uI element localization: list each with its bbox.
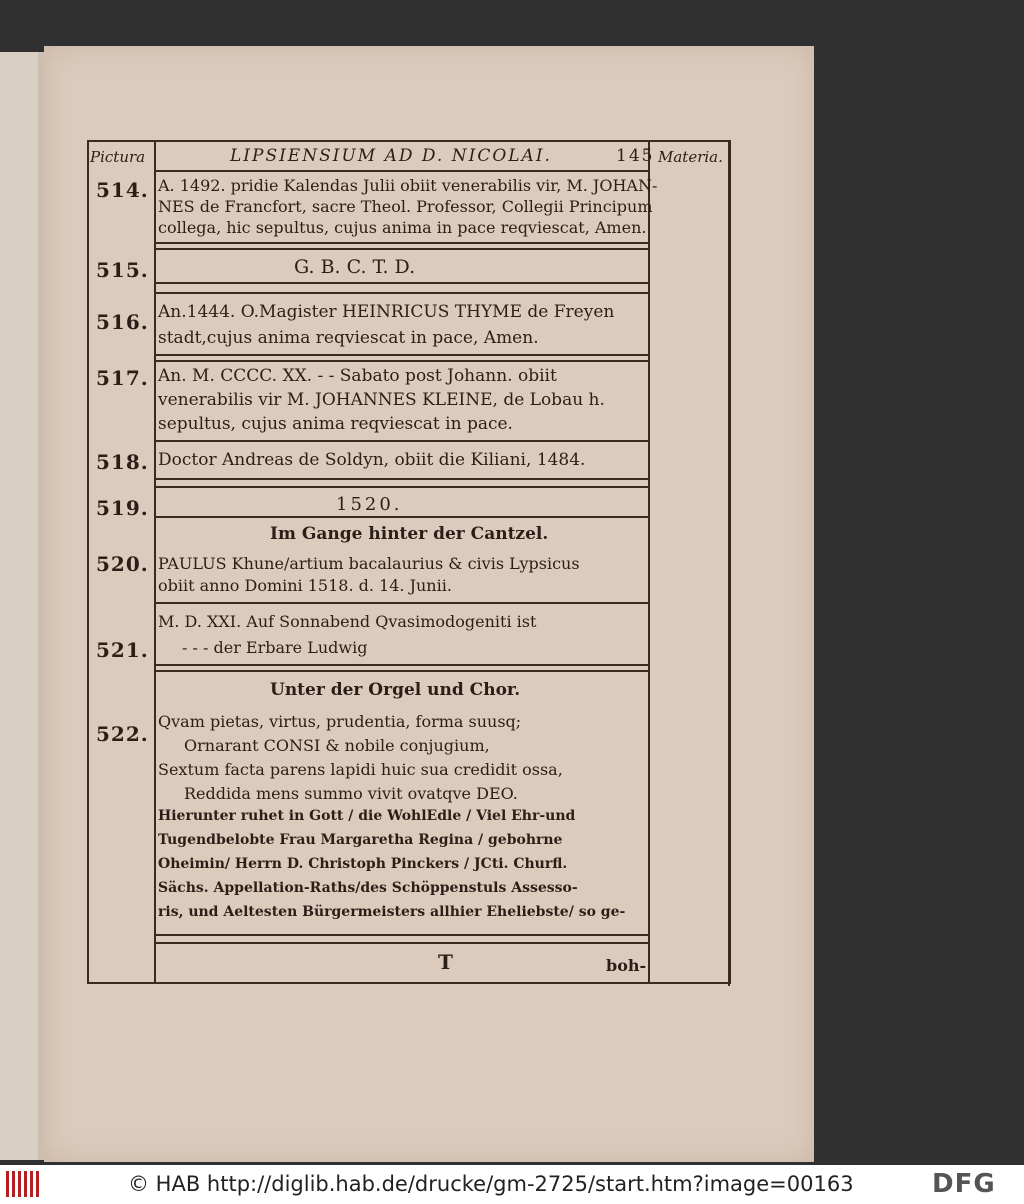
- right-column-rule: [648, 142, 650, 982]
- entry-line: sepultus, cujus anima reqviescat in pace.: [158, 414, 513, 434]
- hab-logo-icon: [6, 1171, 46, 1197]
- entry-line: Tugendbelobte Frau Margaretha Regina / gebohrne: [158, 832, 563, 848]
- entry-line: ris, und Aeltesten Bürgermeisters allhier Eheliebste/ so ge-: [158, 904, 626, 920]
- entry-rule: [156, 516, 648, 518]
- entry-line: Oheimin/ Herrn D. Christoph Pinckers / JCti. Churfl.: [158, 856, 568, 872]
- entry-rule: [156, 248, 648, 250]
- entry-rule: [156, 282, 648, 284]
- entry-line: obiit anno Domini 1518. d. 14. Junii.: [158, 576, 452, 595]
- entry-rule: [156, 942, 648, 944]
- entry-line: M. D. XXI. Auf Sonnabend Qvasimodogeniti ist: [158, 612, 537, 631]
- left-column-rule: [154, 142, 156, 982]
- signature-mark: T: [438, 950, 454, 974]
- book-page: [44, 46, 814, 1162]
- entry-rule: [156, 934, 648, 936]
- entry-line: - - - der Erbare Ludwig: [182, 638, 368, 657]
- header-title: LIPSIENSIUM AD D. NICOLAI.: [230, 146, 552, 166]
- entry-number: 519.: [96, 496, 149, 520]
- entry-line: An.1444. O.Magister HEINRICUS THYME de Freyen: [158, 302, 615, 322]
- entry-line: Sextum facta parens lapidi huic sua credidit ossa,: [158, 760, 563, 779]
- entry-rule: [156, 354, 648, 356]
- entry-number: 521.: [96, 638, 149, 662]
- entry-line: Doctor Andreas de Soldyn, obiit die Kiliani, 1484.: [158, 450, 586, 470]
- header-right: Materia.: [658, 148, 723, 166]
- outer-right-rule: [728, 142, 730, 986]
- entry-line: collega, hic sepultus, cujus anima in pace reqviescat, Amen.: [158, 218, 647, 237]
- entry-line: Qvam pietas, virtus, prudentia, forma suusq;: [158, 712, 522, 731]
- entry-line: An. M. CCCC. XX. - - Sabato post Johann. obiit: [158, 366, 557, 386]
- previous-page-edge: [0, 52, 44, 1160]
- entry-number: 522.: [96, 722, 149, 746]
- entry-rule: [156, 602, 648, 604]
- section-heading: Im Gange hinter der Cantzel.: [270, 524, 549, 544]
- entry-line: 1520.: [336, 494, 403, 515]
- entry-line: NES de Francfort, sacre Theol. Professor, Collegii Principum: [158, 197, 653, 216]
- entry-line: venerabilis vir M. JOHANNES KLEINE, de Lobau h.: [158, 390, 605, 410]
- header-rule: [156, 170, 648, 172]
- header-left: Pictura: [90, 148, 146, 166]
- entry-line: Hierunter ruhet in Gott / die WohlEdle / Viel Ehr-und: [158, 808, 576, 824]
- entry-line: PAULUS Khune/artium bacalaurius & civis Lypsicus: [158, 554, 580, 573]
- entry-rule: [156, 486, 648, 488]
- entry-rule: [156, 670, 648, 672]
- entry-number: 520.: [96, 552, 149, 576]
- entry-line: A. 1492. pridie Kalendas Julii obiit venerabilis vir, M. JOHAN-: [158, 176, 658, 195]
- page-number: 145: [616, 146, 655, 166]
- dfg-logo: DFG: [932, 1169, 996, 1199]
- copyright-url[interactable]: © HAB http://diglib.hab.de/drucke/gm-2725/start.htm?image=00163: [128, 1172, 854, 1196]
- entry-number: 517.: [96, 366, 149, 390]
- entry-line: Sächs. Appellation-Raths/des Schöppenstuls Assesso-: [158, 880, 578, 896]
- entry-number: 518.: [96, 450, 149, 474]
- entry-number: 515.: [96, 258, 149, 282]
- entry-line: Ornarant CONSI & nobile conjugium,: [184, 736, 490, 755]
- footer-bar: [0, 1165, 1024, 1204]
- entry-rule: [156, 242, 648, 244]
- entry-line: Reddida mens summo vivit ovatqve DEO.: [184, 784, 518, 803]
- section-heading: Unter der Orgel und Chor.: [270, 680, 521, 700]
- catchword: boh-: [606, 956, 647, 975]
- entry-number: 514.: [96, 178, 149, 202]
- entry-rule: [156, 292, 648, 294]
- entry-rule: [156, 664, 648, 666]
- entry-line: G. B. C. T. D.: [294, 256, 416, 278]
- entry-line: stadt,cujus anima reqviescat in pace, Amen.: [158, 328, 539, 348]
- entry-rule: [156, 440, 648, 442]
- entry-rule: [156, 478, 648, 480]
- entry-rule: [156, 360, 648, 362]
- entry-number: 516.: [96, 310, 149, 334]
